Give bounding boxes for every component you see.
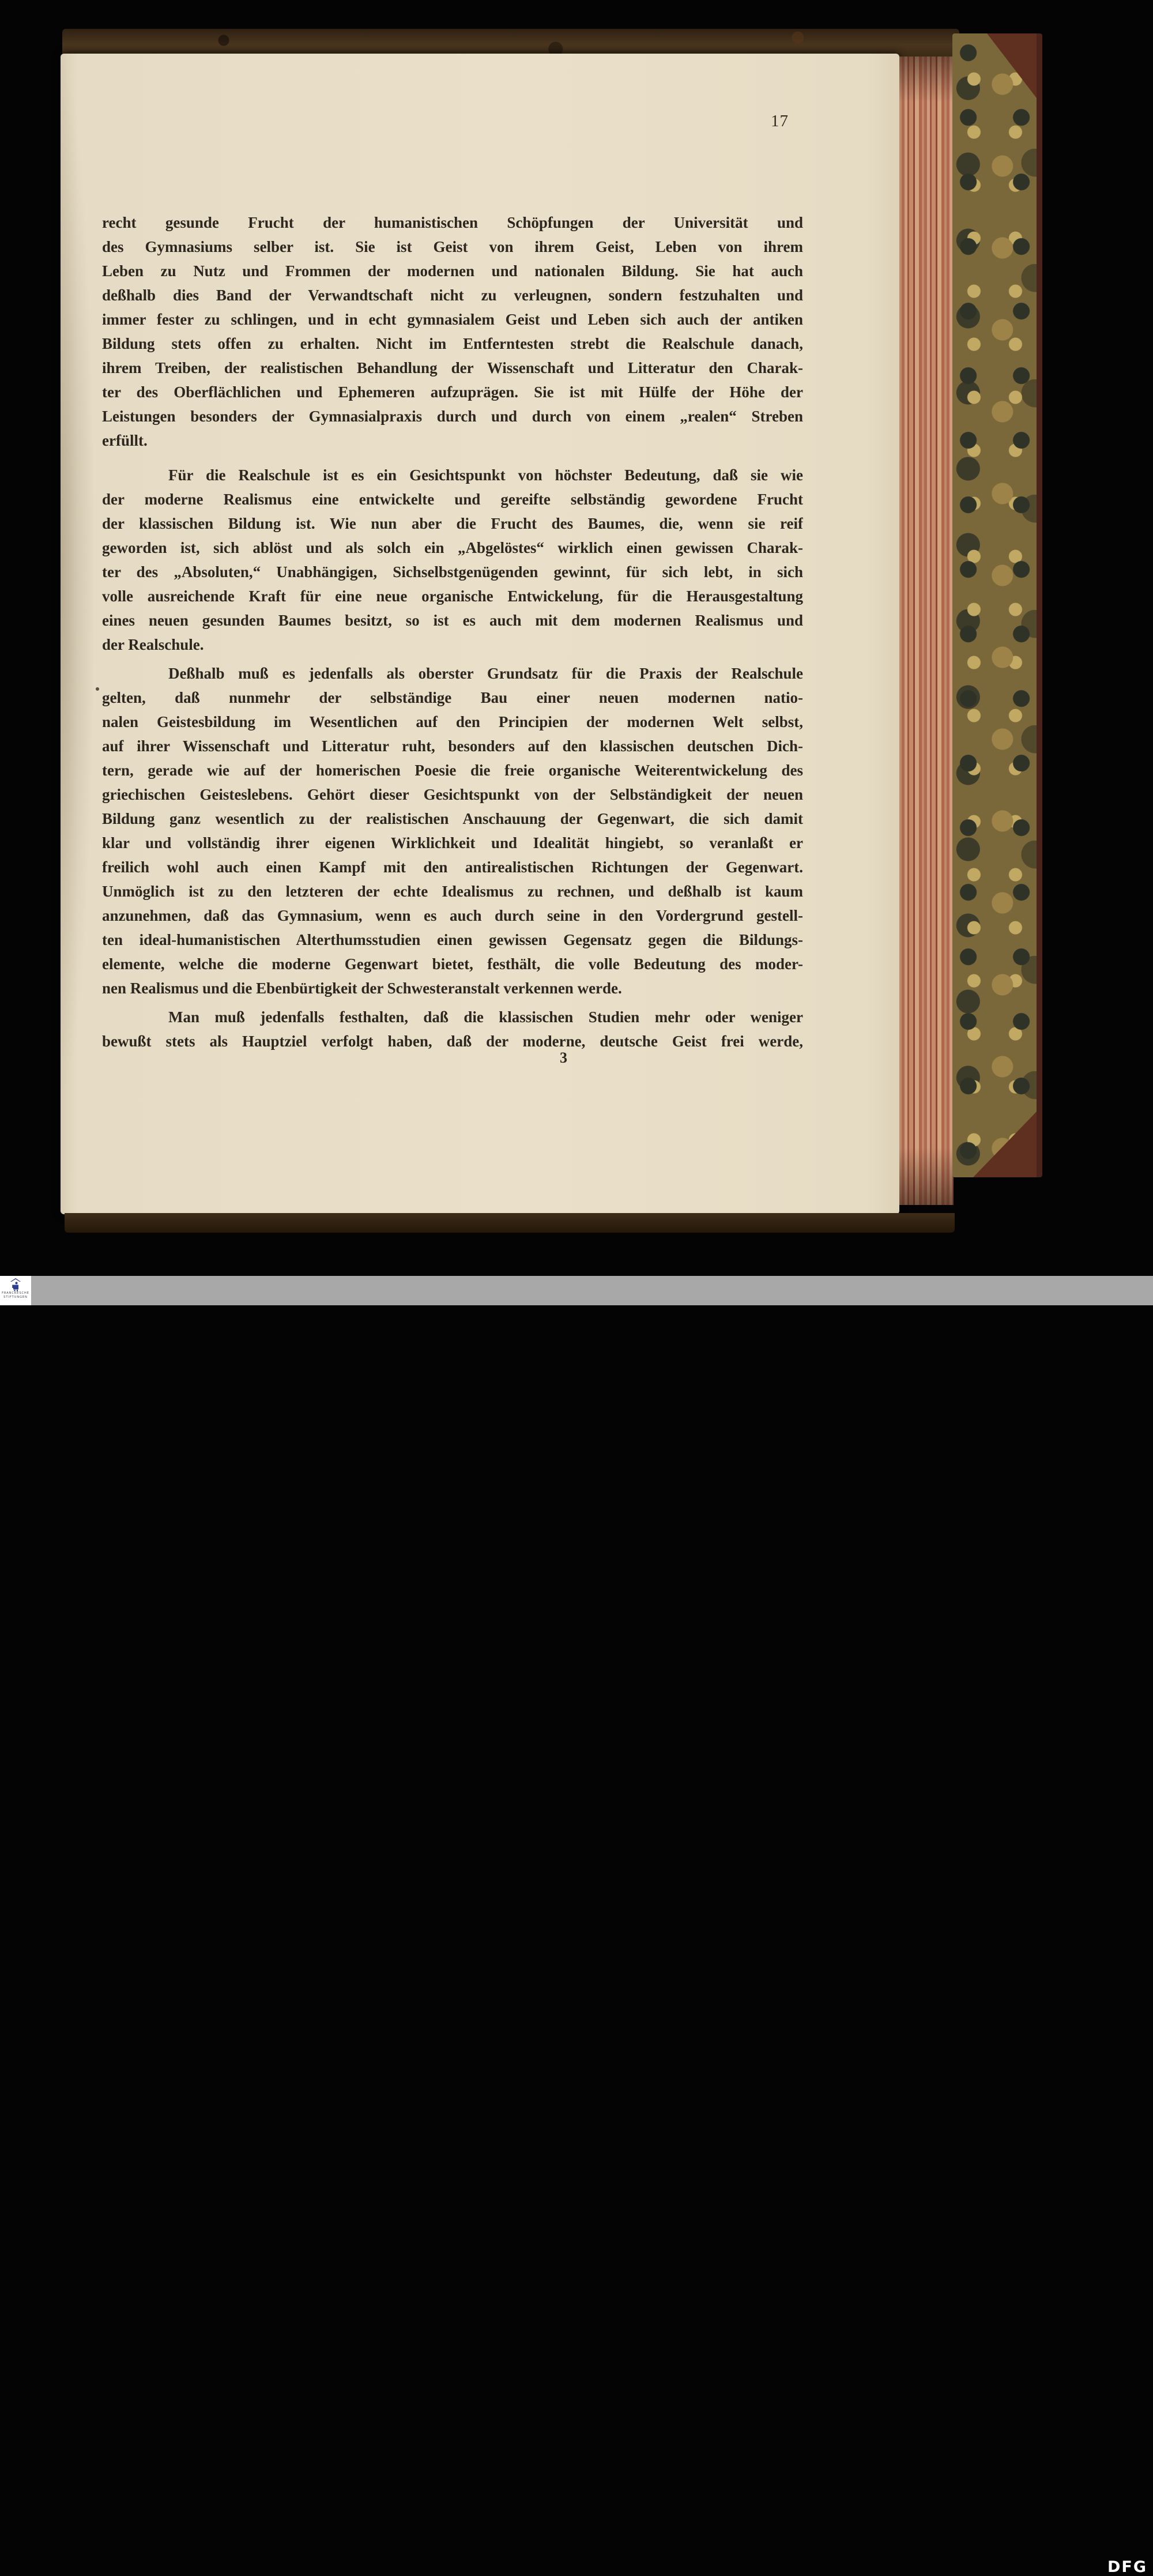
signature-mark: 3 bbox=[560, 1049, 567, 1066]
text-line: freilich wohl auch einen Kampf mit den antirealistischen Richtungen der Gegenwart. bbox=[102, 858, 803, 876]
text-line: Leben zu Nutz und Frommen der modernen und nationalen Bildung. Sie hat auch bbox=[102, 262, 803, 280]
text-line: nalen Geistesbildung im Wesentlichen auf den Principien der modernen Welt selbst, bbox=[102, 713, 803, 730]
text-line: Bildung ganz wesentlich zu der realistischen Anschauung der Gegenwart, die sich damit bbox=[102, 810, 803, 827]
franckesche-stiftungen-icon bbox=[9, 1278, 22, 1291]
text-line: des Gymnasiums selber ist. Sie ist Geist von ihrem Geist, Leben von ihrem bbox=[102, 238, 803, 255]
institution-name-line2: STIFTUNGEN bbox=[3, 1295, 28, 1299]
leather-corner-top bbox=[987, 33, 1037, 98]
page-number: 17 bbox=[771, 112, 789, 130]
text-line: geworden ist, sich ablöst und als solch ein „Abgelöstes“ wirklich einen gewissen Charak- bbox=[102, 539, 803, 556]
text-line: der moderne Realismus eine entwickelte und gereifte selbständig gewordene Frucht bbox=[102, 491, 803, 508]
paragraph bbox=[102, 1005, 803, 1053]
text-line: gelten, daß nunmehr der selbständige Bau einer neuen modernen natio- bbox=[102, 689, 803, 706]
franckesche-stiftungen-logo bbox=[0, 1276, 31, 1305]
text-line: ter des Oberflächlichen und Ephemeren aufzuprägen. Sie ist mit Hülfe der Höhe der bbox=[102, 383, 803, 401]
text-line: immer fester zu schlingen, und in echt gymnasialem Geist und Leben sich auch der antiken bbox=[102, 311, 803, 328]
paragraph bbox=[102, 463, 803, 657]
text-line: recht gesunde Frucht der humanistischen Schöpfungen der Universität und bbox=[102, 214, 803, 231]
book-page bbox=[61, 54, 899, 1214]
text-line: Unmöglich ist zu den letzteren der echte Idealismus zu rechnen, und deßhalb ist kaum bbox=[102, 883, 803, 900]
text-line: ter des „Absoluten,“ Unabhängigen, Sichselbstgenügenden gewinnt, für sich lebt, in sich bbox=[102, 563, 803, 581]
text-line: anzunehmen, daß das Gymnasium, wenn es auch durch seine in den Vordergrund gestell- bbox=[102, 907, 803, 924]
leather-corner-bottom bbox=[973, 1112, 1037, 1177]
text-line: nen Realismus und die Ebenbürtigkeit der Schwesteranstalt verkennen werde. bbox=[102, 980, 622, 997]
institution-name-line1: FRANCKESCHE bbox=[2, 1291, 29, 1295]
page-text-block bbox=[102, 210, 803, 1053]
text-line: Bildung stets offen zu erhalten. Nicht im Entferntesten strebt die Realschule danach, bbox=[102, 335, 803, 352]
text-line: griechischen Geisteslebens. Gehört dieser Gesichtspunkt von der Selbständigkeit der neuen bbox=[102, 786, 803, 803]
text-line: Leistungen besonders der Gymnasialpraxis durch und durch von einem „realen“ Streben bbox=[102, 408, 803, 425]
text-line: ihrem Treiben, der realistischen Behandlung der Wissenschaft und Litteratur den Charak- bbox=[102, 359, 803, 376]
marbled-cover bbox=[952, 33, 1042, 1177]
text-line: auf ihrer Wissenschaft und Litteratur ruht, besonders auf den klassischen deutschen Dich- bbox=[102, 737, 803, 755]
text-line: Deßhalb muß es jedenfalls als oberster Grundsatz für die Praxis der Realschule bbox=[168, 665, 803, 682]
ink-spot bbox=[96, 687, 99, 691]
viewer-footer-bar bbox=[0, 1276, 1153, 2576]
text-line: volle ausreichende Kraft für eine neue organische Entwickelung, für die Herausgestaltung bbox=[102, 587, 803, 605]
text-line: ten ideal-humanistischen Alterthumsstudien einen gewissen Gegensatz gegen die Bildungs- bbox=[102, 931, 803, 948]
text-line: bewußt stets als Hauptziel verfolgt haben, daß der moderne, deutsche Geist frei werde, bbox=[102, 1033, 803, 1050]
text-line: Man muß jedenfalls festhalten, daß die klassischen Studien mehr oder weniger bbox=[168, 1008, 803, 1026]
book-fore-edge-pages bbox=[899, 57, 954, 1205]
book-bottom-edge bbox=[65, 1213, 955, 1233]
text-line: deßhalb dies Band der Verwandtschaft nicht zu verleugnen, sondern festzuhalten und bbox=[102, 287, 803, 304]
text-line: Für die Realschule ist es ein Gesichtspunkt von höchster Bedeutung, daß sie wie bbox=[168, 466, 803, 484]
dfg-logo: DFG bbox=[1107, 2558, 1147, 2576]
text-line: der klassischen Bildung ist. Wie nun aber die Frucht des Baumes, die, wenn sie reif bbox=[102, 515, 803, 532]
text-line: erfüllt. bbox=[102, 432, 148, 449]
text-line: der Realschule. bbox=[102, 636, 204, 653]
text-line: tern, gerade wie auf der homerischen Poesie die freie organische Weiterentwickelung des bbox=[102, 762, 803, 779]
paragraph bbox=[102, 661, 803, 1000]
text-line: eines neuen gesunden Baumes besitzt, so ist es auch mit dem modernen Realismus und bbox=[102, 612, 803, 629]
text-line: klar und vollständig ihrer eigenen Wirklichkeit und Idealität hingiebt, so veranlaßt er bbox=[102, 834, 803, 852]
text-line: elemente, welche die moderne Gegenwart bietet, festhält, die volle Bedeutung des moder- bbox=[102, 955, 803, 973]
paragraph bbox=[102, 210, 803, 453]
